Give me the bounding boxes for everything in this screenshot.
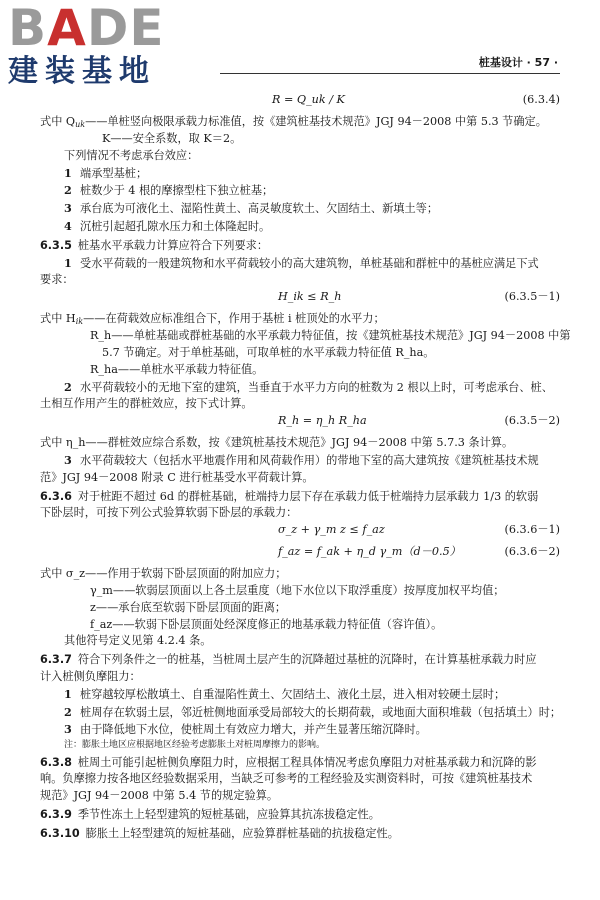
- item-6-3-7-2: 2 桩周存在软弱土层，邻近桩侧地面承受局部较大的长期荷载，或地面大面积堆载（包括填土）时；: [64, 704, 562, 719]
- logo-chinese-name: 建装基地: [8, 54, 156, 89]
- running-head: 桩基设计 · 57 ·: [478, 56, 558, 69]
- clause-6-3-9: 6.3.9 季节性冻土上轻型建筑的短桩基础，应验算其抗冻拔稳定性。: [40, 808, 380, 821]
- logo-wordmark: [8, 0, 188, 57]
- clause-6-3-5: 6.3.5 桩基水平承载力计算应符合下列要求：: [40, 238, 269, 252]
- cases-intro: 下列情况不考虑承台效应：: [64, 148, 199, 162]
- formula-number: (6.3.4): [522, 93, 560, 106]
- formula-6-3-6-1: [40, 522, 560, 544]
- header-rule: [220, 73, 560, 74]
- where-qk: 式中 $Q_{uk}——$单桩竖向极限承载力标准值，按《建筑桩基技术规范》JGJ 94－2008 中第 5.3 节确定。: [40, 115, 547, 129]
- where-gamma-m: γ_m——软弱层顶面以上各土层重度（地下水位以下取浮重度）按厚度加权平均值；: [90, 583, 505, 597]
- formula-6-3-4: [40, 86, 560, 114]
- case-3: 3 承台底为可液化土、湿陷性黄土、高灵敏度软土、欠固结土、新填土等；: [64, 201, 439, 216]
- para-6-3-5-1: 1 受水平荷载的一般建筑物和水平荷载较小的高大建筑物，单桩基础和群桩中的基桩应满足下式: [64, 255, 539, 270]
- where-rha: R_ha——单桩水平承载力特征值。: [90, 362, 264, 376]
- where-sigma-z: 式中 σ_z——作用于软弱下卧层顶面的附加应力；: [40, 567, 287, 581]
- clause-6-3-8: 6.3.8 桩周土可能引起桩侧负摩阻力时，应根据工程具体情况考虑负摩阻力对桩基承载力和沉降的影: [40, 755, 537, 769]
- clause-6-3-7: 6.3.7 符合下列条件之一的桩基，当桩周土层产生的沉降超过基桩的沉降时，在计算基桩承载力时应: [40, 653, 537, 667]
- clause-6-3-6: 6.3.6 对于桩距不超过 6d 的群桩基础，桩端持力层下存在承载力低于桩端持力层承载力 1/3 的软弱: [40, 489, 539, 503]
- formula-expression: σ_z + γ_m z ≤ f_az: [278, 523, 385, 537]
- where-faz: f_az——软弱下卧层顶面处经深度修正的地基承载力特征值（容许值）。: [90, 617, 443, 631]
- item-6-3-7-3: 3 由于降低地下水位，使桩周土有效应力增大，并产生显著压缩沉降时。: [64, 722, 427, 737]
- para-6-3-5-2: 2 水平荷载较小的无地下室的建筑，当垂直于水平力方向的桩数为 2 根以上时，可考虑承台、桩、: [64, 379, 553, 394]
- page-body: [40, 86, 571, 843]
- formula-expression: H_ik ≤ R_h: [278, 290, 342, 304]
- where-z: z——承台底至软弱下卧层顶面的距离；: [90, 600, 287, 614]
- para-6-3-5-3-cont: 范》JGJ 94－2008 附录 C 进行桩基受水平荷载计算。: [40, 470, 314, 484]
- clause-6-3-8-cont2: 规范》JGJ 94－2008 中第 5.4 节的规定验算。: [40, 789, 279, 803]
- formula-number: (6.3.6－1): [504, 523, 560, 537]
- formula-expression: R = Q_uk / K: [272, 93, 345, 106]
- formula-number: (6.3.5－1): [504, 290, 560, 304]
- case-4: 4 沉桩引起超孔隙水压力和土体隆起时。: [64, 218, 271, 233]
- where-rh: R_h——单桩基础或群桩基础的水平承载力特征值，按《建筑桩基技术规范》JGJ 94－2008 中第: [90, 329, 571, 343]
- where-rh-cont: 5.7 节确定。对于单桩基础，可取单桩的水平承载力特征值 R_ha。: [102, 345, 435, 359]
- para-6-3-5-3: 3 水平荷载较大（包括水平地震作用和风荷载作用）的带地下室的高大建筑按《建筑桩基技术规: [64, 452, 539, 467]
- formula-6-3-5-2: [40, 413, 560, 435]
- formula-expression: f_az = f_ak + η_d γ_m（d－0.5）: [278, 545, 461, 559]
- logo-letter-b: B: [8, 0, 48, 57]
- clause-6-3-7-cont: 计入桩侧负摩阻力：: [40, 669, 141, 683]
- where-k: K——安全系数，取 K＝2。: [102, 132, 242, 145]
- clause-6-3-8-cont1: 响。负摩擦力按各地区经验数据采用，当缺乏可参考的工程经验及实测资料时，可按《建筑桩基技术: [40, 772, 533, 786]
- note-expansive-soil: 注：膨胀土地区应根据地区经验考虑膨胀土对桩周摩擦力的影响。: [64, 740, 326, 751]
- case-1: 1 端承型基桩；: [64, 165, 148, 180]
- formula-6-3-5-1: [40, 289, 560, 311]
- formula-expression: R_h = η_h R_ha: [278, 414, 367, 428]
- formula-number: (6.3.5－2): [504, 414, 560, 428]
- case-2: 2 桩数少于 4 根的摩擦型柱下独立桩基；: [64, 183, 274, 198]
- logo-letters-de: DE: [86, 0, 165, 57]
- clause-6-3-6-cont: 下卧层时，可按下列公式验算软弱下卧层的承载力：: [40, 506, 298, 520]
- formula-number: (6.3.6－2): [504, 545, 560, 559]
- para-6-3-5-1-cont: 要求：: [40, 273, 74, 287]
- formula-6-3-6-2: [40, 544, 560, 566]
- where-hik: 式中 $H_{ik}——$在荷载效应标准组合下，作用于基桩 i 桩顶处的水平力；: [40, 312, 385, 327]
- other-symbols: 其他符号定义见第 4.2.4 条。: [64, 634, 212, 648]
- item-6-3-7-1: 1 桩穿越较厚松散填土、自重湿陷性黄土、欠固结土、液化土层，进入相对较硬土层时；: [64, 686, 506, 701]
- where-eta-h: 式中 η_h——群桩效应综合系数，按《建筑桩基技术规范》JGJ 94－2008 中第 5.7.3 条计算。: [40, 436, 514, 450]
- bade-logo: [8, 2, 188, 94]
- clause-6-3-10: 6.3.10 膨胀土上轻型建筑的短桩基础，应验算群桩基础的抗拔稳定性。: [40, 826, 399, 840]
- para-6-3-5-2-cont: 土相互作用产生的群桩效应，按下式计算。: [40, 397, 253, 411]
- logo-letter-a: A: [47, 0, 87, 57]
